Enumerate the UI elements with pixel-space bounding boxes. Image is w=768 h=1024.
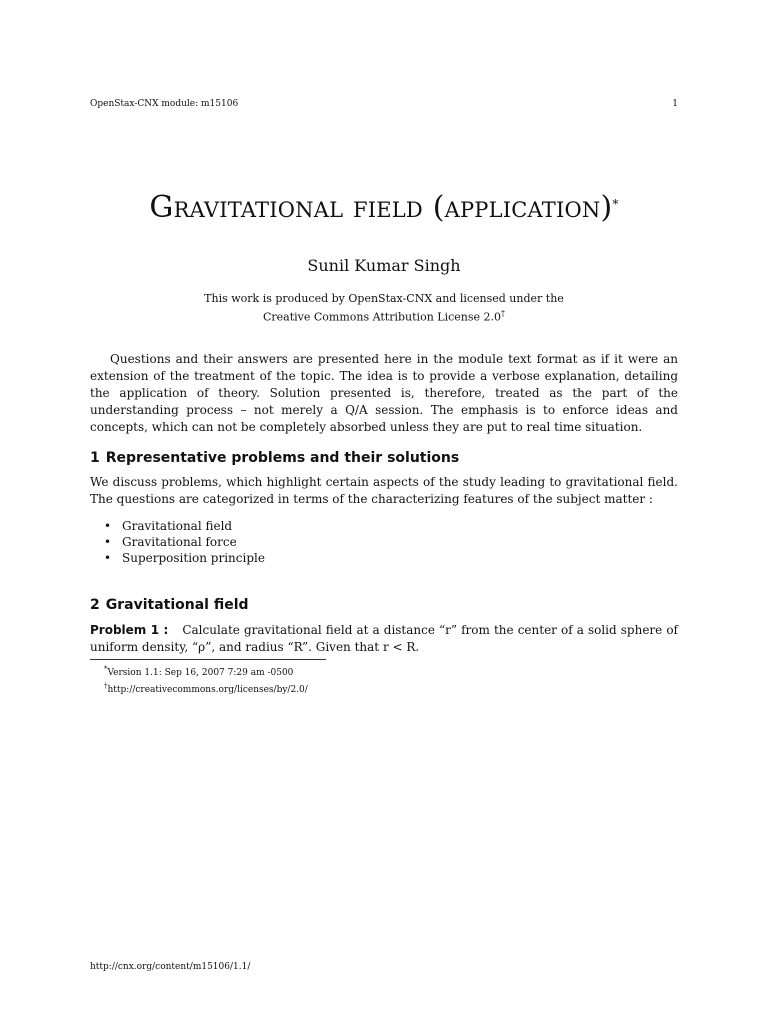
license-name: Creative Commons Attribution License 2.0 — [262, 310, 501, 324]
footnote-1-text: Version 1.1: Sep 16, 2007 7:29 am -0500 — [107, 668, 294, 678]
section-2-title: Gravitational field — [105, 597, 249, 613]
footer-url[interactable]: http://cnx.org/content/m15106/1.1/ — [90, 962, 251, 972]
title-text: Gravitational field (application) — [149, 190, 613, 225]
footnote-2-mark: † — [104, 682, 108, 690]
problem-text: Calculate gravitational field at a distance “r” from the center of a solid sphere of uniform density, “ρ”, and radius “R”. Given that r < R. — [90, 623, 678, 654]
footnote-2-link[interactable]: http://creativecommons.org/licenses/by/2.0/ — [107, 685, 308, 695]
license-line-2 — [0, 306, 768, 325]
list-item — [90, 550, 678, 566]
list-item — [90, 534, 678, 550]
section-2-number: 2 — [90, 597, 100, 613]
list-item — [90, 518, 678, 534]
bullet-icon: • — [104, 519, 112, 533]
license-footnote-mark: † — [501, 309, 505, 318]
bullet-icon: • — [104, 551, 112, 565]
section-2-heading — [90, 596, 249, 614]
footnote-1 — [104, 663, 308, 680]
section-1-number: 1 — [90, 450, 100, 466]
module-id: OpenStax-CNX module: m15106 — [90, 99, 239, 109]
running-header — [90, 99, 678, 111]
list-item-label: Gravitational field — [122, 519, 233, 533]
footnote-1-mark: * — [104, 665, 108, 673]
problem-1 — [90, 622, 678, 656]
list-item-label: Gravitational force — [122, 535, 237, 549]
section-1-paragraph: We discuss problems, which highlight certain aspects of the study leading to gravitational field. The questions are categorized in terms of the characterizing features of the subject matter : — [90, 475, 678, 506]
section-1-heading — [90, 449, 459, 467]
intro-paragraph: Questions and their answers are presented here in the module text format as if it were an extension of the treatment of the topic. The idea is to provide a verbose explanation, detailing the application of theory. Solution presented is, therefore, treated as the part of the understanding process – not merely a Q/A session. The emphasis is to enforce ideas and concepts, which can not be completely absorbed unless they are put to real time situation. — [90, 352, 678, 434]
document-title — [0, 190, 768, 226]
problem-label: Problem 1 : — [90, 623, 169, 637]
license-statement — [0, 291, 768, 325]
license-line-1: This work is produced by OpenStax-CNX and licensed under the — [204, 292, 564, 305]
author-name: Sunil Kumar Singh — [307, 256, 461, 275]
footnote-divider — [90, 659, 326, 660]
list-item-label: Superposition principle — [122, 551, 265, 565]
topic-list — [90, 518, 678, 566]
title-footnote-mark: * — [612, 197, 619, 211]
section-1-title: Representative problems and their solutions — [105, 450, 460, 466]
bullet-icon: • — [104, 535, 112, 549]
footnote-2[interactable] — [104, 680, 308, 697]
footnotes — [104, 663, 308, 697]
page-number: 1 — [672, 99, 678, 109]
